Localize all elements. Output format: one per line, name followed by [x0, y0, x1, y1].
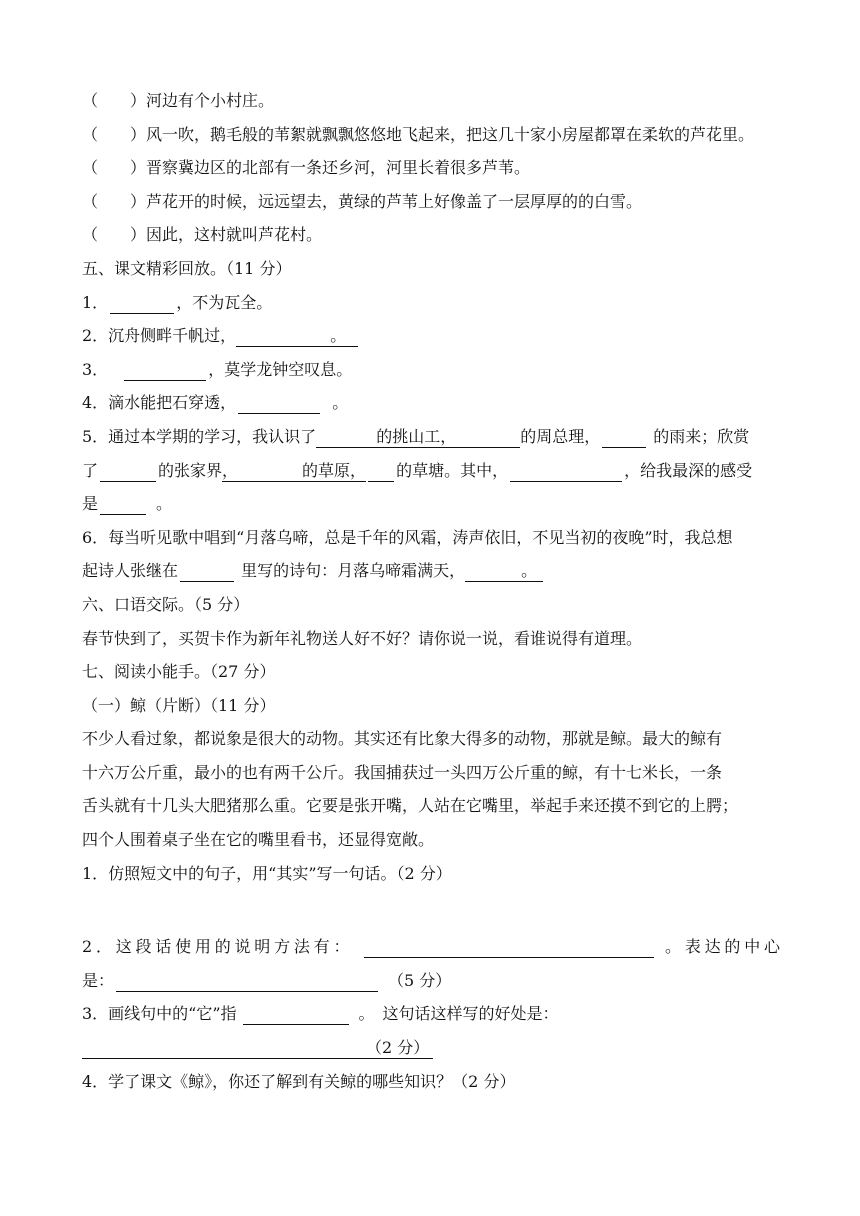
- section7-subheading: （一）鲸（片断）（11 分）: [82, 695, 276, 715]
- exam-page: [82, 84, 780, 1098]
- s5-question-5-line-2: 了 的张家界， 的草原， 的草塘。其中， ，给我最深的感受: [82, 460, 753, 480]
- section5-heading: 五、课文精彩回放。（11 分）: [82, 258, 292, 278]
- s7-question-3-line-1: 3．画线句中的“它”指 。 这句话这样写的好处是：: [82, 1004, 559, 1024]
- section6-heading: 六、口语交际。（5 分）: [82, 594, 250, 614]
- s5-question-5-line-3: 是 。: [82, 494, 173, 514]
- s7-question-3-line-2: [82, 1031, 780, 1065]
- s5-question-6-line-2: 起诗人张继在 里写的诗句：月落乌啼霜满天， 。: [82, 554, 780, 588]
- answer-blank[interactable]: 的挑山工，: [316, 427, 520, 448]
- answer-blank[interactable]: （2 分）: [82, 1038, 433, 1059]
- s7-question-1: 1．仿照短文中的句子，用“其实”写一句话。（2 分）: [82, 863, 452, 883]
- passage-line-3: 舌头就有十几头大肥猪那么重。它要是张开嘴，人站在它嘴里，举起手来还摸不到它的上腭；: [82, 796, 739, 816]
- answer-blank[interactable]: [100, 461, 156, 482]
- answer-blank[interactable]: [110, 293, 174, 314]
- s5-question-3: 3． ，莫学龙钟空叹息。: [82, 359, 353, 379]
- s7-question-2-line-2: 是： （5 分）: [82, 970, 452, 990]
- answer-blank[interactable]: [368, 461, 394, 482]
- answer-blank[interactable]: [364, 937, 654, 958]
- answer-blank[interactable]: [510, 461, 622, 482]
- ordering-item-4: （ ）芦花开的时候，远远望去，黄绿的芦苇上好像盖了一层厚厚的的白雪。: [82, 191, 643, 211]
- s5-question-5-line-1: 5．通过本学期的学习，我认识了 的挑山工， 的周总理， 的雨来；欣赏: [82, 426, 750, 446]
- ordering-item-5: （ ）因此，这村就叫芦花村。: [82, 225, 323, 245]
- s5-question-6-line-1: 6．每当听见歌中唱到“月落乌啼，总是千年的风霜，涛声依旧，不见当初的夜晚”时，我总想: [82, 527, 733, 547]
- s7-question-4: 4．学了课文《鲸》，你还了解到有关鲸的哪些知识？（2 分）: [82, 1071, 516, 1091]
- answer-blank[interactable]: 。: [465, 561, 543, 582]
- answer-blank[interactable]: [180, 561, 234, 582]
- answer-blank[interactable]: 。: [236, 326, 358, 347]
- section7-heading: 七、阅读小能手。（27 分）: [82, 662, 276, 682]
- answer-blank[interactable]: [238, 393, 320, 414]
- answer-blank[interactable]: [602, 427, 646, 448]
- passage-line-1: 不少人看过象，都说象是很大的动物。其实还有比象大得多的动物，那就是鲸。最大的鲸有: [82, 729, 723, 749]
- s7-question-2-line-1: 2．这段话使用的说明方法有： 。表达的中心: [82, 937, 781, 957]
- passage-line-4: 四个人围着桌子坐在它的嘴里看书，还显得宽敞。: [82, 830, 435, 850]
- ordering-item-3: （ ）晋察冀边区的北部有一条还乡河，河里长着很多芦苇。: [82, 158, 531, 178]
- passage-line-2: 十六万公斤重，最小的也有两千公斤。我国捕获过一头四万公斤重的鲸，有十七米长，一条: [82, 762, 723, 782]
- answer-space[interactable]: [82, 890, 780, 930]
- s5-question-2: 2．沉舟侧畔千帆过， 。: [82, 319, 780, 353]
- ordering-item-2: （ ）风一吹，鹅毛般的苇絮就飘飘悠悠地飞起来，把这几十家小房屋都罩在柔软的芦花里。: [82, 124, 755, 144]
- s5-question-4: 4．滴水能把石穿透， 。: [82, 393, 349, 413]
- ordering-item-1: （ ）河边有个小村庄。: [82, 91, 275, 110]
- answer-blank[interactable]: ， 的草原，: [222, 460, 367, 480]
- answer-blank[interactable]: [243, 1004, 349, 1025]
- s5-question-1: 1． ，不为瓦全。: [82, 292, 273, 312]
- answer-blank[interactable]: [124, 360, 206, 381]
- answer-blank[interactable]: [116, 971, 378, 992]
- answer-blank[interactable]: [100, 494, 146, 515]
- section6-prompt: 春节快到了，买贺卡作为新年礼物送人好不好？请你说一说，看谁说得有道理。: [82, 628, 643, 648]
